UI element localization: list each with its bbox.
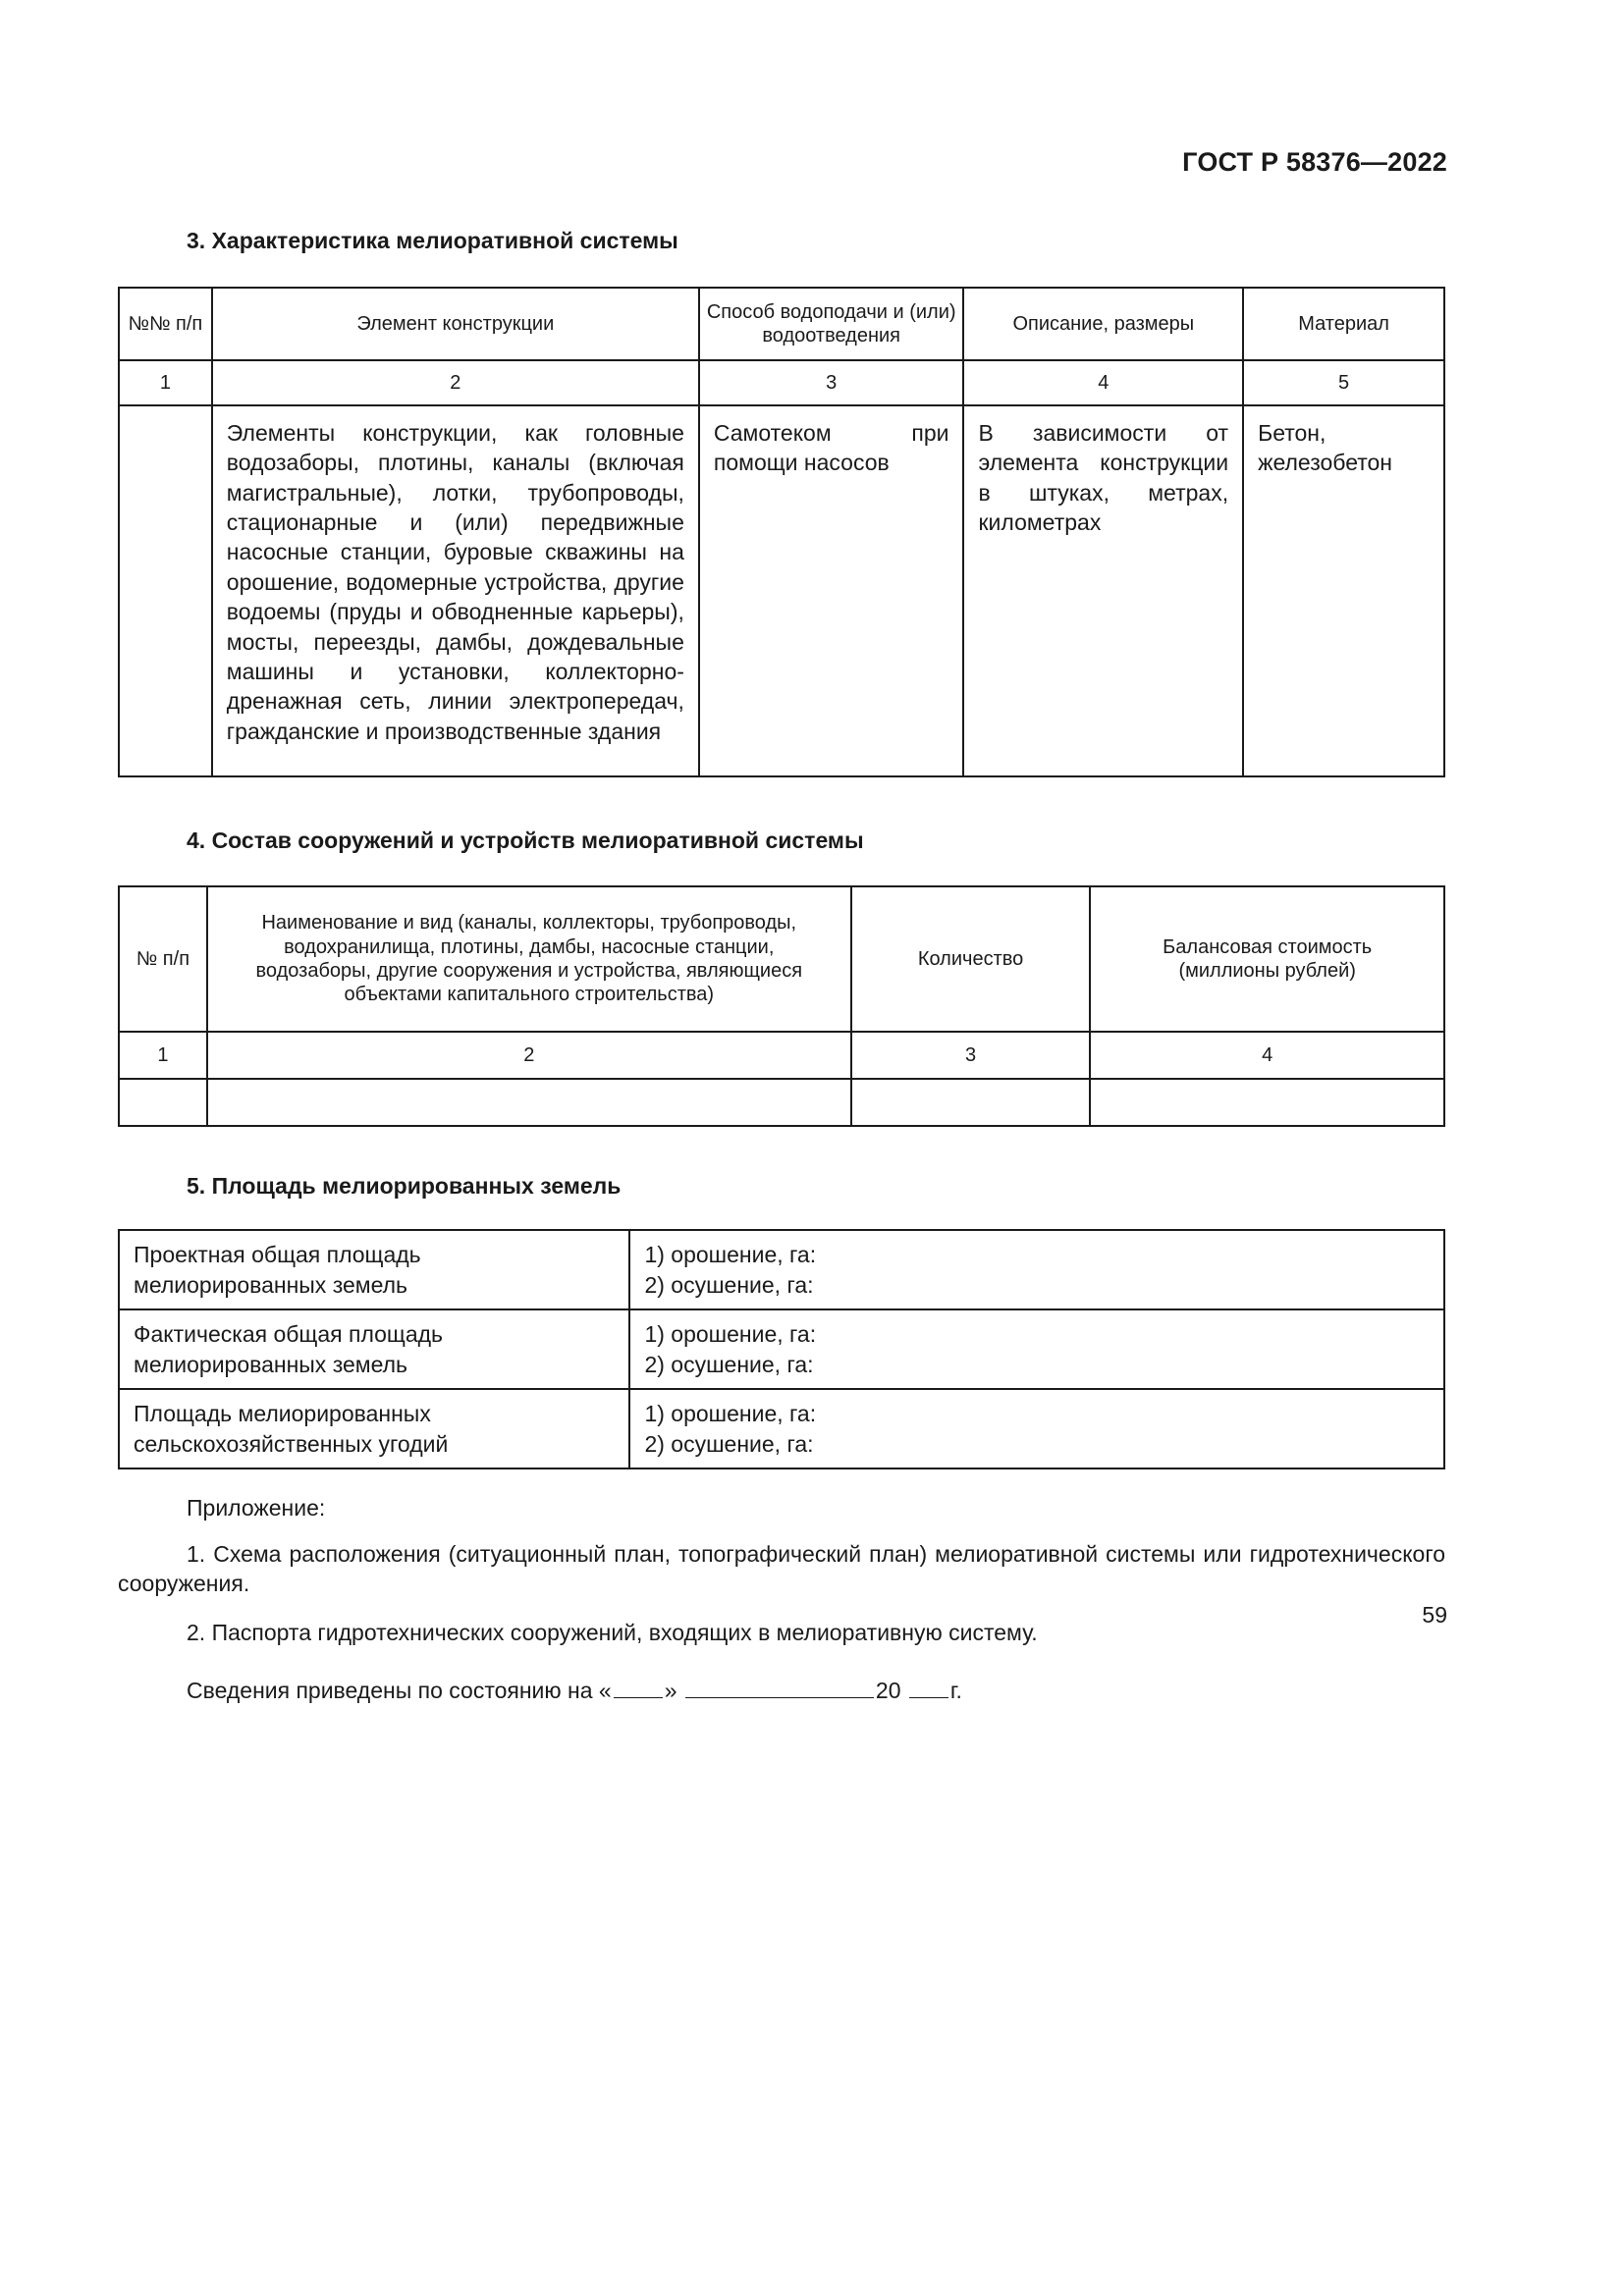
drainage-value: 2) осушение, га:	[644, 1351, 814, 1377]
element-cell: Элементы конструкции, как головные водозаборы, плотины, каналы (включая магистральные), лотки, трубопроводы, стационарные и (или) передвижные насосные станции, буровые скважины на орошение, водомерные устройства, другие водоемы (пруды и обводненные карьеры), мосты, переезды, дамбы, дождевальные машины и установки, коллекторно-дренажная сеть, линии электропередач, гражданские и производственные здания	[212, 405, 699, 776]
area-values	[629, 1389, 1444, 1468]
column-number: 3	[851, 1032, 1091, 1079]
column-number: 1	[119, 1032, 207, 1079]
appendix-heading: Приложение:	[187, 1495, 326, 1521]
status-year: 20	[875, 1678, 901, 1703]
header-cell: Количество	[851, 886, 1091, 1032]
table-header-row	[119, 288, 1444, 360]
section-4-title: 4. Состав сооружений и устройств мелиоративной системы	[187, 828, 864, 853]
table-cell	[851, 1079, 1091, 1126]
area-label: Проектная общая площадь мелиорированных земель	[119, 1230, 629, 1309]
column-number-row	[119, 1032, 1444, 1079]
table-row	[119, 1309, 1444, 1389]
irrigation-value: 1) орошение, га:	[644, 1321, 817, 1348]
column-number: 5	[1243, 360, 1444, 405]
header-cell: Наименование и вид (каналы, коллекторы, трубопроводы, водохранилища, плотины, дамбы, насосные станции, водозаборы, другие сооружения и устройства, являющиеся объектами капитального строительства)	[207, 886, 851, 1032]
column-number: 3	[699, 360, 964, 405]
area-values	[629, 1309, 1444, 1389]
column-number: 4	[1090, 1032, 1444, 1079]
appendix-item-2: 2. Паспорта гидротехнических сооружений, входящих в мелиоративную систему.	[187, 1620, 1038, 1645]
column-number: 2	[207, 1032, 851, 1079]
header-cell: №№ п/п	[119, 288, 212, 360]
area-values	[629, 1230, 1444, 1309]
description-cell: В зависимости от элемента конструкции в штуках, метрах, километрах	[963, 405, 1243, 776]
page-number: 59	[1422, 1602, 1447, 1628]
section-3-title: 3. Характеристика мелиоративной системы	[187, 228, 678, 253]
header-cell: Балансовая стоимость (миллионы рублей)	[1090, 886, 1444, 1032]
material-cell: Бетон, железобетон	[1243, 405, 1444, 776]
column-number: 2	[212, 360, 699, 405]
month-blank	[685, 1696, 874, 1698]
drainage-value: 2) осушение, га:	[644, 1271, 814, 1298]
column-number-row	[119, 360, 1444, 405]
document-code: ГОСТ Р 58376—2022	[1182, 147, 1447, 177]
day-blank	[614, 1696, 663, 1698]
header-cell: Способ водоподачи и (или) водоотведения	[699, 288, 964, 360]
status-date-line	[187, 1676, 962, 1705]
year-blank	[909, 1696, 948, 1698]
status-prefix: Сведения приведены по состоянию на «	[187, 1678, 612, 1703]
table-row	[119, 1079, 1444, 1126]
table-cell	[1090, 1079, 1444, 1126]
area-label: Площадь мелиорированных сельскохозяйственных угодий	[119, 1389, 629, 1468]
table-row	[119, 405, 1444, 776]
area-label: Фактическая общая площадь мелиорированных земель	[119, 1309, 629, 1389]
header-cell: Описание, размеры	[963, 288, 1243, 360]
column-number: 1	[119, 360, 212, 405]
column-number: 4	[963, 360, 1243, 405]
header-cell: Материал	[1243, 288, 1444, 360]
method-cell: Самотеком при помощи насосов	[699, 405, 964, 776]
appendix-item-1: 1. Схема расположения (ситуационный план, топографический план) мелиоративной системы или гидротехнического сооружения.	[118, 1541, 1445, 1597]
irrigation-value: 1) орошение, га:	[644, 1401, 817, 1427]
land-area-table	[118, 1229, 1445, 1469]
table-cell	[119, 1079, 207, 1126]
table-row	[119, 1230, 1444, 1309]
header-cell: Элемент конструкции	[212, 288, 699, 360]
construction-table	[118, 287, 1445, 777]
section-5-title: 5. Площадь мелиорированных земель	[187, 1173, 622, 1199]
table-header-row	[119, 886, 1444, 1032]
irrigation-value: 1) орошение, га:	[644, 1242, 817, 1268]
status-quote-close: »	[664, 1678, 677, 1703]
row-number-cell	[119, 405, 212, 776]
table-row	[119, 1389, 1444, 1468]
structures-table	[118, 885, 1445, 1127]
table-cell	[207, 1079, 851, 1126]
drainage-value: 2) осушение, га:	[644, 1430, 814, 1457]
status-suffix: г.	[949, 1678, 962, 1703]
header-cell: № п/п	[119, 886, 207, 1032]
